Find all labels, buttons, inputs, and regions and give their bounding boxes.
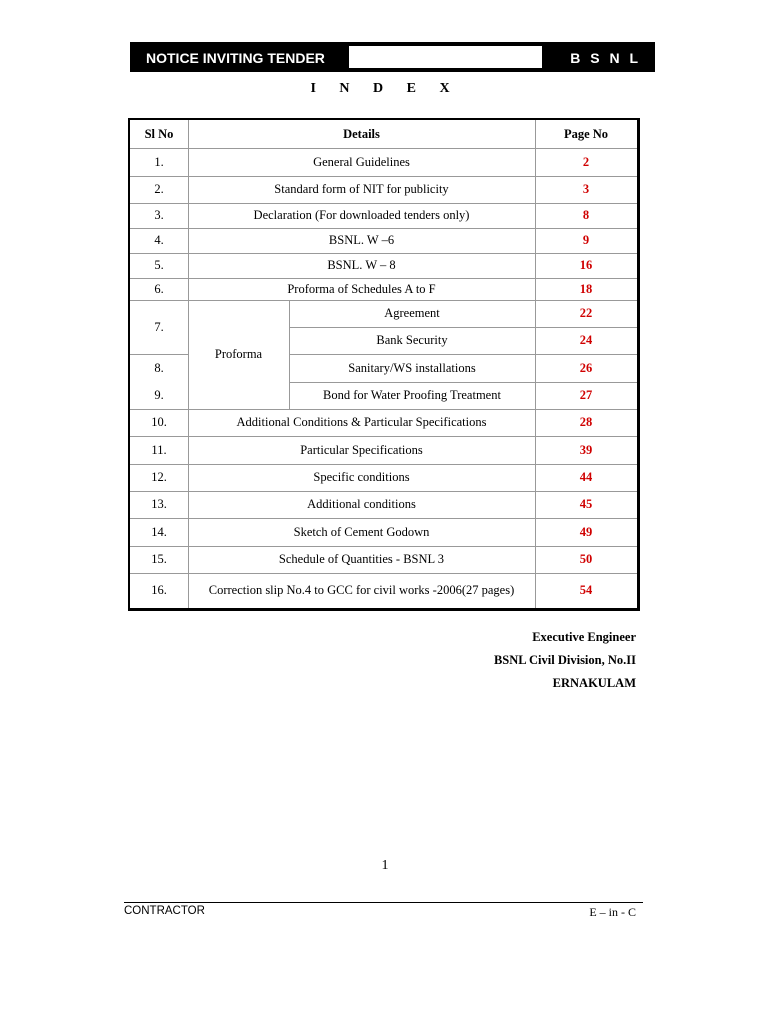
header-org: B S N L <box>570 50 641 66</box>
row-16-sl: 16. <box>151 583 167 597</box>
row-8-details: Sanitary/WS installations <box>348 360 476 375</box>
row-10-details: Additional Conditions & Particular Specifications <box>236 415 487 429</box>
row-2-details: Standard form of NIT for publicity <box>274 182 449 196</box>
header-details: Details <box>343 126 380 141</box>
row-10-page: 28 <box>579 415 593 429</box>
row-13-page: 45 <box>579 497 593 511</box>
proforma-label: Proforma <box>214 347 263 361</box>
row-4-sl: 4. <box>154 233 164 247</box>
row-5-sl: 5. <box>154 258 164 272</box>
row-11-page: 39 <box>579 442 593 457</box>
signature-division: BSNL Civil Division, No.II <box>493 653 636 667</box>
row-9-details: Bond for Water Proofing Treatment <box>323 388 501 402</box>
row-3-page: 8 <box>582 208 590 222</box>
row-4-details: BSNL. W –6 <box>328 233 395 247</box>
header-bar <box>130 42 655 72</box>
row-13-details: Additional conditions <box>307 497 416 511</box>
row-6-sl: 6. <box>154 281 164 296</box>
row-7b-page: 24 <box>579 333 593 347</box>
row-11-details: Particular Specifications <box>300 442 423 457</box>
row-6-page: 18 <box>579 281 593 296</box>
row-14-details: Sketch of Cement Godown <box>293 524 430 539</box>
row-12-page: 44 <box>579 470 593 484</box>
row-10-sl: 10. <box>151 415 167 429</box>
row-7a-details: Agreement <box>384 306 440 320</box>
footer-e-in-c: E – in - C <box>589 905 636 919</box>
row-1-page: 2 <box>582 154 590 169</box>
header-sl-no: Sl No <box>144 126 174 141</box>
header-page-no: Page No <box>563 126 609 141</box>
row-9-page: 27 <box>579 388 593 402</box>
row-9-sl: 9. <box>154 388 164 402</box>
signature-location: ERNAKULAM <box>552 676 636 690</box>
index-table <box>128 118 640 611</box>
row-1-sl: 1. <box>154 154 164 169</box>
row-11-sl: 11. <box>151 442 167 457</box>
row-14-sl: 14. <box>151 524 167 539</box>
row-3-sl: 3. <box>154 208 164 222</box>
footer-divider <box>124 902 643 903</box>
row-12-sl: 12. <box>151 470 167 484</box>
signature-title: Executive Engineer <box>532 630 636 644</box>
row-15-details: Schedule of Quantities - BSNL 3 <box>278 552 445 566</box>
row-3-details: Declaration (For downloaded tenders only) <box>253 208 470 222</box>
row-15-sl: 15. <box>151 552 167 566</box>
row-4-page: 9 <box>582 233 590 247</box>
row-8-page: 26 <box>579 360 593 375</box>
row-5-page: 16 <box>579 258 593 272</box>
index-title: I N D E X <box>310 81 460 96</box>
row-7b-details: Bank Security <box>376 333 448 347</box>
row-2-page: 3 <box>582 182 590 196</box>
row-16-page: 54 <box>579 583 593 597</box>
row-1-details: General Guidelines <box>313 154 410 169</box>
row-8-sl: 8. <box>154 360 164 375</box>
footer-contractor: CONTRACTOR <box>124 905 205 917</box>
row-15-page: 50 <box>579 552 593 566</box>
row-2-sl: 2. <box>154 182 164 196</box>
row-7a-page: 22 <box>579 306 593 320</box>
row-16-details: Correction slip No.4 to GCC for civil works -2006(27 pages) <box>208 583 515 597</box>
row-7-sl: 7. <box>154 319 164 334</box>
header-title: NOTICE INVITING TENDER <box>146 50 325 66</box>
row-6-details: Proforma of Schedules A to F <box>287 281 436 296</box>
row-13-sl: 13. <box>151 497 167 511</box>
row-12-details: Specific conditions <box>313 470 410 484</box>
page-number: 1 <box>381 858 389 873</box>
row-14-page: 49 <box>579 524 593 539</box>
row-5-details: BSNL. W – 8 <box>327 258 396 272</box>
header-blank-box <box>349 46 542 68</box>
